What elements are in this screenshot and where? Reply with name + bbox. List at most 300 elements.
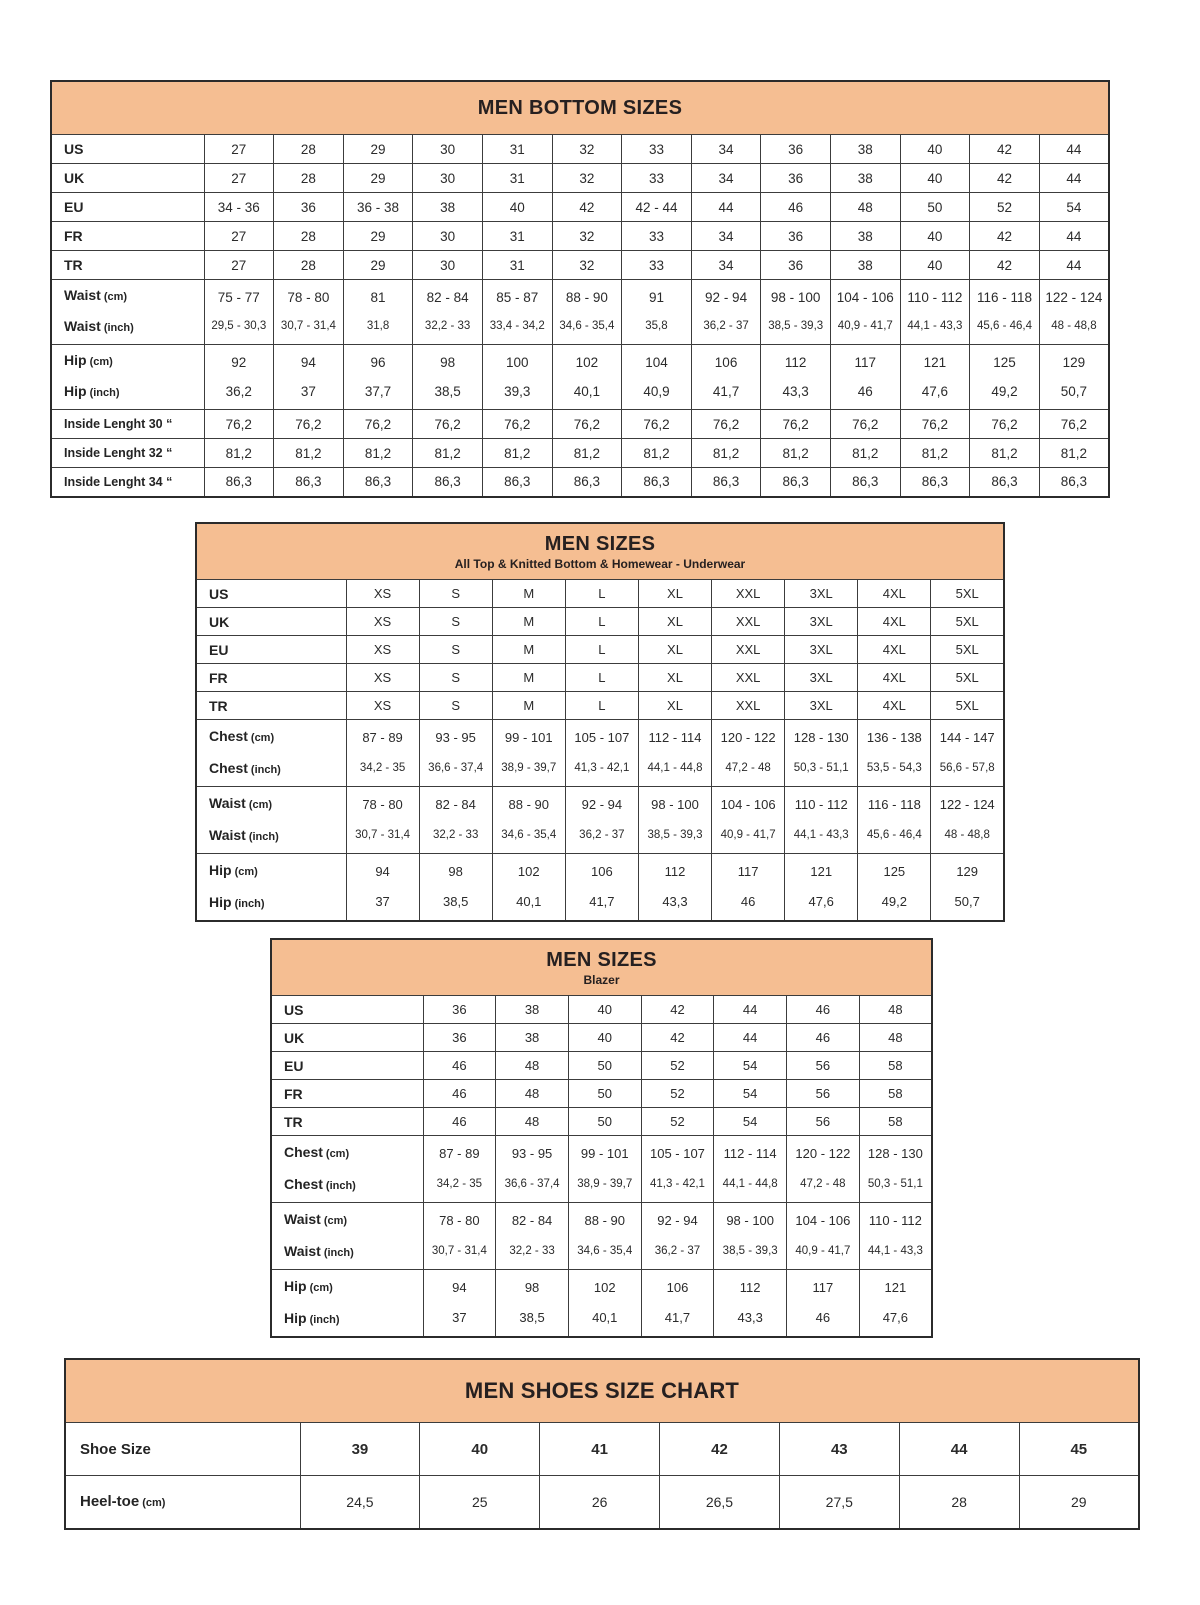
- table-cell: 76,2: [691, 410, 761, 439]
- table-cell: [712, 720, 785, 787]
- table-cell: 56: [787, 1052, 860, 1080]
- cell-value-cm: 82 - 84: [426, 290, 469, 305]
- cell-value-inch: 50,7: [954, 894, 980, 909]
- row-label-line: [284, 1169, 422, 1201]
- table-cell: 50: [568, 1052, 641, 1080]
- table-cell: 81,2: [552, 439, 622, 468]
- cell-value-cm: 102: [517, 864, 540, 879]
- men-sizes-blazer-section: [270, 938, 933, 1338]
- row-label-line: [64, 257, 203, 273]
- cell-value-inch: 40,1: [516, 894, 542, 909]
- table-cell: 41: [540, 1423, 660, 1476]
- row-label: [196, 692, 346, 720]
- row-label-line: [284, 1204, 422, 1236]
- cell-value-inch: 47,6: [808, 894, 834, 909]
- table-cell: [761, 280, 831, 345]
- cell-value-inch: 37: [452, 1310, 467, 1325]
- table-cell: [900, 345, 970, 410]
- table-cell: 76,2: [413, 410, 483, 439]
- cell-value-cm: 106: [591, 864, 613, 879]
- table-cell: 36: [761, 222, 831, 251]
- cell-value-inch: 46: [740, 894, 756, 909]
- table-cell: 30: [413, 164, 483, 193]
- cell-value-inch: 36,6 - 37,4: [428, 762, 484, 774]
- table-cell: [419, 854, 492, 922]
- cell-value-inch: 44,1 - 43,3: [793, 829, 849, 841]
- row-label: [65, 1476, 300, 1529]
- table-cell: 42: [641, 1024, 714, 1052]
- table-row: [271, 1136, 932, 1203]
- cell-value-cm: 88 - 90: [565, 290, 608, 305]
- cell-value-cm: 98 - 100: [726, 1213, 775, 1228]
- table-row: [51, 410, 1109, 439]
- table-cell: [859, 1270, 932, 1338]
- row-label-unit: (cm): [250, 732, 275, 744]
- table-cell: 4XL: [858, 636, 931, 664]
- cell-value-cm: 129: [1062, 355, 1086, 370]
- row-label: [271, 1024, 423, 1052]
- table-cell: 81,2: [482, 439, 552, 468]
- cell-value-cm: 120 - 122: [720, 730, 776, 745]
- row-label-line: [64, 346, 203, 377]
- table-cell: [641, 1270, 714, 1338]
- table-row: [271, 1270, 932, 1338]
- table-cell: 42: [970, 164, 1040, 193]
- cell-value-inch: 41,7: [712, 384, 740, 399]
- table-cell: [423, 1136, 496, 1203]
- table-cell: 46: [423, 1080, 496, 1108]
- table-cell: 48: [496, 1108, 569, 1136]
- row-label: [196, 580, 346, 608]
- row-label: [196, 636, 346, 664]
- table-cell: [496, 1136, 569, 1203]
- table-cell: 40: [900, 222, 970, 251]
- row-label-text: EU: [209, 641, 229, 658]
- table-cell: 5XL: [931, 580, 1004, 608]
- row-label: [51, 410, 204, 439]
- table-cell: [346, 854, 419, 922]
- table-cell: M: [492, 692, 565, 720]
- row-label: [196, 854, 346, 922]
- row-label-text: Inside Lenght 34 “: [64, 474, 173, 489]
- table-cell: 3XL: [785, 664, 858, 692]
- cell-value-inch: 38,5: [434, 384, 461, 399]
- table-cell: 86,3: [413, 468, 483, 497]
- table-cell: [830, 280, 900, 345]
- table-cell: [761, 345, 831, 410]
- table-cell: 33: [622, 164, 692, 193]
- row-label-line: [209, 670, 345, 686]
- row-label-text: Chest: [284, 1176, 323, 1192]
- table-cell: [785, 787, 858, 854]
- table-cell: 48: [830, 193, 900, 222]
- row-label-text: Waist: [209, 827, 246, 843]
- row-label-line: [209, 788, 345, 820]
- cell-value-inch: 40,9: [643, 384, 670, 399]
- table-cell: 43: [779, 1423, 899, 1476]
- table-row: [196, 664, 1004, 692]
- row-label: [51, 439, 204, 468]
- cell-value-cm: 82 - 84: [435, 797, 476, 812]
- table-cell: 42: [970, 251, 1040, 280]
- table-title: MEN SIZES: [544, 532, 656, 555]
- table-cell: XS: [346, 636, 419, 664]
- table-cell: XS: [346, 692, 419, 720]
- cell-value-cm: 92 - 94: [657, 1213, 698, 1228]
- table-cell: 34 - 36: [204, 193, 274, 222]
- table-cell: 81,2: [413, 439, 483, 468]
- table-cell: 48: [859, 996, 932, 1024]
- row-label-text: Hip: [64, 352, 87, 368]
- cell-value-inch: 34,6 - 35,4: [559, 320, 615, 332]
- cell-value-inch: 44,1 - 43,3: [907, 320, 963, 332]
- table-cell: 48: [859, 1024, 932, 1052]
- table-subtitle: Blazer: [583, 972, 620, 987]
- table-cell: [970, 280, 1040, 345]
- table-header: [65, 1359, 1139, 1423]
- table-cell: 86,3: [343, 468, 413, 497]
- cell-value-inch: 38,5 - 39,3: [647, 829, 703, 841]
- table-cell: 38: [830, 222, 900, 251]
- table-cell: [1039, 280, 1109, 345]
- row-label-line: [64, 170, 203, 186]
- table-cell: 48: [496, 1080, 569, 1108]
- row-label-line: [64, 199, 203, 215]
- table-cell: [274, 345, 344, 410]
- cell-value-cm: 87 - 89: [362, 730, 403, 745]
- table-cell: 81,2: [830, 439, 900, 468]
- cell-value-cm: 110 - 112: [794, 797, 848, 812]
- table-cell: 4XL: [858, 664, 931, 692]
- table-cell: 30: [413, 251, 483, 280]
- table-cell: 36: [761, 135, 831, 164]
- table-cell: 46: [423, 1108, 496, 1136]
- cell-value-cm: 117: [737, 864, 759, 879]
- row-label: [51, 164, 204, 193]
- table-cell: 46: [787, 996, 860, 1024]
- table-cell: [785, 854, 858, 922]
- cell-value-inch: 34,2 - 35: [436, 1178, 483, 1190]
- table-row: [196, 636, 1004, 664]
- cell-value-cm: 121: [884, 1280, 907, 1295]
- row-label-line: [209, 698, 345, 714]
- table-cell: 27,5: [779, 1476, 899, 1529]
- table-cell: 76,2: [900, 410, 970, 439]
- table-row: [65, 1476, 1139, 1529]
- cell-value-inch: 45,6 - 46,4: [977, 320, 1032, 332]
- table-cell: 44: [714, 996, 787, 1024]
- row-label-line: [64, 446, 203, 460]
- table-header-row: [51, 81, 1109, 135]
- table-cell: 3XL: [785, 636, 858, 664]
- table-cell: 42: [970, 222, 1040, 251]
- table-cell: 42: [552, 193, 622, 222]
- table-cell: XS: [346, 664, 419, 692]
- row-label-line: [284, 1236, 422, 1268]
- cell-value-cm: 98: [448, 864, 463, 879]
- table-cell: L: [565, 608, 638, 636]
- row-label-line: [80, 1441, 299, 1458]
- table-cell: 26: [540, 1476, 660, 1529]
- table-cell: 4XL: [858, 692, 931, 720]
- cell-value-cm: 104 - 106: [795, 1213, 851, 1228]
- table-cell: 54: [714, 1080, 787, 1108]
- table-cell: [787, 1136, 860, 1203]
- cell-value-inch: 45,6 - 46,4: [866, 829, 922, 841]
- row-label-text: UK: [209, 613, 230, 630]
- table-cell: 31: [482, 251, 552, 280]
- row-label-text: Waist: [284, 1211, 321, 1227]
- cell-value-cm: 88 - 90: [584, 1213, 625, 1228]
- table-cell: 56: [787, 1080, 860, 1108]
- row-label: [196, 720, 346, 787]
- cell-value-cm: 92 - 94: [581, 797, 623, 812]
- table-cell: L: [565, 580, 638, 608]
- table-cell: S: [419, 692, 492, 720]
- cell-value-inch: 40,1: [592, 1310, 618, 1325]
- row-label: [196, 664, 346, 692]
- table-cell: [274, 280, 344, 345]
- cell-value-inch: 36,2 - 37: [579, 829, 625, 841]
- row-label-text: Waist: [284, 1243, 321, 1259]
- cell-value-inch: 34,6 - 35,4: [501, 829, 557, 841]
- table-cell: 3XL: [785, 580, 858, 608]
- table-cell: 76,2: [274, 410, 344, 439]
- cell-value-inch: 47,6: [882, 1310, 909, 1325]
- cell-value-inch: 34,2 - 35: [359, 762, 406, 774]
- table-cell: [638, 787, 711, 854]
- table-cell: 76,2: [1039, 410, 1109, 439]
- table-cell: [691, 280, 761, 345]
- cell-value-inch: 30,7 - 31,4: [431, 1245, 487, 1257]
- table-cell: 76,2: [622, 410, 692, 439]
- table-cell: [423, 1270, 496, 1338]
- table-cell: 81,2: [1039, 439, 1109, 468]
- cell-value-cm: 105 - 107: [649, 1146, 705, 1161]
- table-cell: [413, 280, 483, 345]
- table-cell: [492, 854, 565, 922]
- cell-value-cm: 93 - 95: [511, 1146, 553, 1161]
- row-label: [271, 1080, 423, 1108]
- table-cell: 76,2: [204, 410, 274, 439]
- row-label-text: Hip: [209, 862, 232, 878]
- table-cell: [622, 345, 692, 410]
- table-cell: 76,2: [552, 410, 622, 439]
- table-cell: S: [419, 608, 492, 636]
- cell-value-inch: 36,2 - 37: [654, 1245, 701, 1257]
- table-cell: XS: [346, 608, 419, 636]
- table-header-row: [65, 1359, 1139, 1423]
- row-label-unit: (inch): [325, 1180, 356, 1192]
- table-cell: 44: [1039, 251, 1109, 280]
- table-header-row: [271, 939, 932, 996]
- cell-value-cm: 116 - 118: [867, 797, 921, 812]
- table-cell: XL: [638, 692, 711, 720]
- table-cell: M: [492, 664, 565, 692]
- table-cell: 36: [761, 251, 831, 280]
- table-cell: 33: [622, 135, 692, 164]
- table-row: [271, 996, 932, 1024]
- cell-value-inch: 41,3 - 42,1: [649, 1178, 705, 1190]
- table-cell: 86,3: [830, 468, 900, 497]
- table-cell: 28: [274, 251, 344, 280]
- row-label-unit: (inch): [103, 322, 134, 334]
- cell-value-cm: 99 - 101: [580, 1146, 629, 1161]
- cell-value-cm: 112: [664, 864, 686, 879]
- table-cell: 27: [204, 222, 274, 251]
- table-cell: 40: [568, 996, 641, 1024]
- table-cell: 52: [641, 1108, 714, 1136]
- cell-value-inch: 30,7 - 31,4: [355, 829, 411, 841]
- table-cell: 31: [482, 222, 552, 251]
- cell-value-cm: 104: [645, 355, 668, 370]
- cell-value-cm: 112: [739, 1280, 761, 1295]
- table-cell: [638, 720, 711, 787]
- table-cell: 36: [761, 164, 831, 193]
- cell-value-inch: 44,1 - 44,8: [647, 762, 703, 774]
- cell-value-cm: 120 - 122: [795, 1146, 851, 1161]
- cell-value-inch: 43,3: [782, 384, 809, 399]
- table-cell: XXL: [712, 692, 785, 720]
- cell-value-cm: 78 - 80: [287, 290, 330, 305]
- row-label-text: FR: [209, 669, 228, 686]
- table-cell: XXL: [712, 664, 785, 692]
- table-cell: 32: [552, 135, 622, 164]
- table-cell: 86,3: [900, 468, 970, 497]
- table-cell: 40: [900, 135, 970, 164]
- cell-value-inch: 36,2: [225, 384, 252, 399]
- row-label-line: [284, 1086, 422, 1102]
- row-label: [271, 1136, 423, 1203]
- men-bottom-sizes-section: [50, 80, 1110, 498]
- row-label-line: [284, 1114, 422, 1130]
- table-cell: 76,2: [761, 410, 831, 439]
- table-cell: [859, 1203, 932, 1270]
- cell-value-cm: 125: [883, 864, 906, 879]
- cell-value-cm: 81: [370, 290, 386, 305]
- table-cell: M: [492, 580, 565, 608]
- table-cell: L: [565, 636, 638, 664]
- table-cell: XL: [638, 664, 711, 692]
- cell-value-cm: 93 - 95: [435, 730, 476, 745]
- table-cell: 4XL: [858, 580, 931, 608]
- table-cell: XL: [638, 580, 711, 608]
- table-row: [271, 1080, 932, 1108]
- row-label: [271, 996, 423, 1024]
- row-label-line: [64, 417, 203, 431]
- row-label-line: [209, 820, 345, 852]
- table-cell: [785, 720, 858, 787]
- table-cell: 25: [420, 1476, 540, 1529]
- table-cell: 58: [859, 1108, 932, 1136]
- table-cell: 50: [900, 193, 970, 222]
- table-cell: 44: [691, 193, 761, 222]
- cell-value-inch: 40,9 - 41,7: [795, 1245, 851, 1257]
- table-cell: 86,3: [552, 468, 622, 497]
- cell-value-cm: 144 - 147: [939, 730, 995, 745]
- cell-value-inch: 49,2: [881, 894, 907, 909]
- row-label: [271, 1203, 423, 1270]
- table-cell: [931, 720, 1004, 787]
- table-cell: [419, 720, 492, 787]
- cell-value-inch: 40,1: [573, 384, 600, 399]
- row-label-text: Heel-toe: [80, 1493, 140, 1511]
- table-cell: [568, 1136, 641, 1203]
- row-label-text: EU: [284, 1057, 304, 1074]
- row-label-text: US: [64, 141, 84, 157]
- table-cell: 86,3: [970, 468, 1040, 497]
- table-cell: [641, 1136, 714, 1203]
- table-cell: 81,2: [622, 439, 692, 468]
- row-label-line: [209, 614, 345, 630]
- table-cell: 46: [423, 1052, 496, 1080]
- table-row: [271, 1108, 932, 1136]
- row-label-unit: (inch): [323, 1247, 354, 1259]
- cell-value-cm: 92: [231, 355, 247, 370]
- table-row: [51, 251, 1109, 280]
- men-sizes-top-section: [195, 522, 1005, 922]
- cell-value-inch: 31,8: [366, 320, 390, 332]
- cell-value-cm: 94: [452, 1280, 467, 1295]
- table-cell: 86,3: [482, 468, 552, 497]
- table-cell: [413, 345, 483, 410]
- table-title: MEN SHOES SIZE CHART: [464, 1378, 740, 1404]
- cell-value-inch: 44,1 - 44,8: [722, 1178, 778, 1190]
- cell-value-inch: 46: [857, 384, 873, 399]
- cell-value-inch: 38,5: [443, 894, 469, 909]
- row-label-line: [284, 1303, 422, 1335]
- cell-value-cm: 82 - 84: [511, 1213, 553, 1228]
- cell-value-cm: 98 - 100: [770, 290, 821, 305]
- men-sizes-top-table: [195, 522, 1005, 922]
- cell-value-inch: 47,2 - 48: [725, 762, 771, 774]
- table-cell: 31: [482, 164, 552, 193]
- table-cell: 52: [970, 193, 1040, 222]
- table-cell: 40: [568, 1024, 641, 1052]
- table-cell: 54: [714, 1108, 787, 1136]
- table-cell: [712, 854, 785, 922]
- table-cell: 38: [496, 996, 569, 1024]
- table-header: [196, 523, 1004, 580]
- table-cell: [970, 345, 1040, 410]
- cell-value-inch: 41,7: [664, 1310, 691, 1325]
- table-cell: [622, 280, 692, 345]
- table-cell: 24,5: [300, 1476, 420, 1529]
- cell-value-cm: 104 - 106: [836, 290, 894, 305]
- row-label-text: Hip: [284, 1310, 307, 1326]
- table-cell: [714, 1270, 787, 1338]
- men-bottom-sizes-table: [50, 80, 1110, 498]
- cell-value-cm: 117: [854, 355, 877, 370]
- table-cell: 29: [1019, 1476, 1139, 1529]
- table-cell: 34: [691, 222, 761, 251]
- table-cell: 48: [496, 1052, 569, 1080]
- cell-value-cm: 87 - 89: [439, 1146, 480, 1161]
- table-cell: 58: [859, 1080, 932, 1108]
- table-cell: XS: [346, 580, 419, 608]
- row-label-text: Waist: [64, 287, 101, 303]
- cell-value-inch: 34,6 - 35,4: [577, 1245, 633, 1257]
- cell-value-inch: 37,7: [364, 384, 392, 399]
- cell-value-cm: 106: [714, 355, 738, 370]
- men-shoes-size-chart-table: [64, 1358, 1140, 1530]
- table-cell: 42: [970, 135, 1040, 164]
- table-cell: 29: [343, 164, 413, 193]
- table-cell: [900, 280, 970, 345]
- cell-value-cm: 125: [993, 355, 1016, 370]
- table-cell: 56: [787, 1108, 860, 1136]
- table-header: [271, 939, 932, 996]
